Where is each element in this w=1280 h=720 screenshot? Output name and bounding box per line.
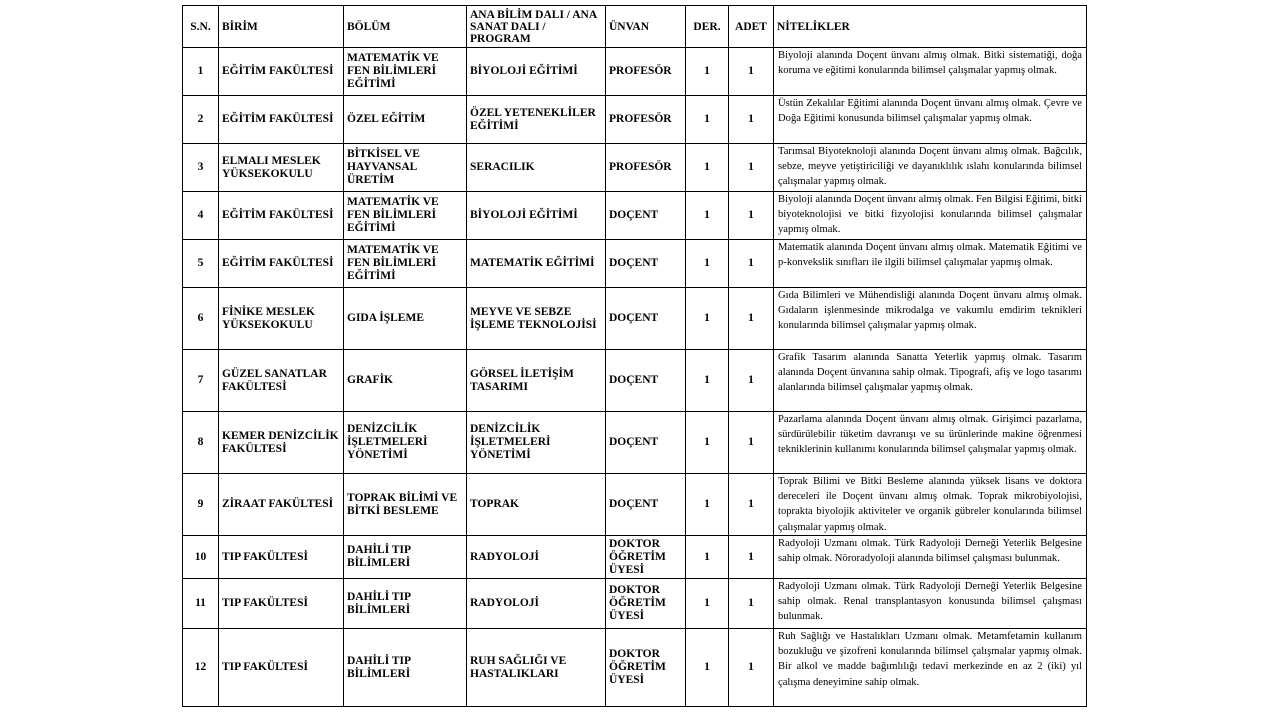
cell-abd: MEYVE VE SEBZE İŞLEME TEKNOLOJİSİ bbox=[467, 288, 606, 350]
cell-abd: SERACILIK bbox=[467, 144, 606, 192]
cell-nitelikler: Biyoloji alanında Doçent ünvanı almış olmak. Fen Bilgisi Eğitimi, bitki biyoteknolojisi ve bitki fizyolojisi konularında bilimsel çalışmalar yapmış olmak. bbox=[774, 192, 1087, 240]
cell-nitelikler: Grafik Tasarım alanında Sanatta Yeterlik yapmış olmak. Tasarım alanında Doçent ünvanına sahip olmak. Tipografi, afiş ve logo tasarımı alanlarında bilimsel çalışmalar yapmış olmak. bbox=[774, 350, 1087, 412]
cell-der: 1 bbox=[686, 579, 729, 629]
cell-sn: 11 bbox=[183, 579, 219, 629]
cell-sn: 12 bbox=[183, 629, 219, 707]
cell-nitelikler: Gıda Bilimleri ve Mühendisliği alanında Doçent ünvanı almış olmak. Gıdaların işlenmesinde mikrodalga ve vakumlu emdirim teknikleri konularında bilimsel çalışmalar yapmış olmak. bbox=[774, 288, 1087, 350]
cell-sn: 8 bbox=[183, 412, 219, 474]
cell-birim: EĞİTİM FAKÜLTESİ bbox=[219, 192, 344, 240]
cell-unvan: DOÇENT bbox=[606, 240, 686, 288]
cell-adet: 1 bbox=[729, 629, 774, 707]
cell-bolum: TOPRAK BİLİMİ VE BİTKİ BESLEME bbox=[344, 474, 467, 536]
table-row bbox=[183, 412, 1087, 474]
cell-unvan: PROFESÖR bbox=[606, 48, 686, 96]
cell-sn: 4 bbox=[183, 192, 219, 240]
table-row bbox=[183, 240, 1087, 288]
cell-abd: RADYOLOJİ bbox=[467, 536, 606, 579]
cell-nitelikler: Radyoloji Uzmanı olmak. Türk Radyoloji Derneği Yeterlik Belgesine sahip olmak. Renal transplantasyon konusunda bilimsel çalışması bulunmak. bbox=[774, 579, 1087, 629]
cell-birim: ZİRAAT FAKÜLTESİ bbox=[219, 474, 344, 536]
cell-abd: DENİZCİLİK İŞLETMELERİ YÖNETİMİ bbox=[467, 412, 606, 474]
cell-birim: TIP FAKÜLTESİ bbox=[219, 629, 344, 707]
cell-der: 1 bbox=[686, 96, 729, 144]
cell-abd: TOPRAK bbox=[467, 474, 606, 536]
cell-adet: 1 bbox=[729, 96, 774, 144]
cell-nitelikler: Toprak Bilimi ve Bitki Besleme alanında yüksek lisans ve doktora dereceleri ile Doçent ünvanı almış olmak. Toprak mikrobiyolojisi, toprakta biyolojik aktiviteler ve organik gübreler konularında bilimsel çalışmalar yapmış olmak. bbox=[774, 474, 1087, 536]
header-nitelikler: NİTELİKLER bbox=[774, 6, 1087, 48]
cell-bolum: ÖZEL EĞİTİM bbox=[344, 96, 467, 144]
cell-unvan: DOÇENT bbox=[606, 192, 686, 240]
cell-unvan: DOKTOR ÖĞRETİM ÜYESİ bbox=[606, 579, 686, 629]
cell-birim: TIP FAKÜLTESİ bbox=[219, 536, 344, 579]
cell-bolum: DENİZCİLİK İŞLETMELERİ YÖNETİMİ bbox=[344, 412, 467, 474]
cell-abd: BİYOLOJİ EĞİTİMİ bbox=[467, 192, 606, 240]
cell-abd: RUH SAĞLIĞI VE HASTALIKLARI bbox=[467, 629, 606, 707]
cell-bolum: DAHİLİ TIP BİLİMLERİ bbox=[344, 536, 467, 579]
cell-sn: 2 bbox=[183, 96, 219, 144]
cell-der: 1 bbox=[686, 474, 729, 536]
cell-bolum: MATEMATİK VE FEN BİLİMLERİ EĞİTİMİ bbox=[344, 192, 467, 240]
cell-adet: 1 bbox=[729, 288, 774, 350]
cell-unvan: DOKTOR ÖĞRETİM ÜYESİ bbox=[606, 536, 686, 579]
cell-birim: FİNİKE MESLEK YÜKSEKOKULU bbox=[219, 288, 344, 350]
cell-unvan: DOÇENT bbox=[606, 412, 686, 474]
cell-adet: 1 bbox=[729, 48, 774, 96]
cell-der: 1 bbox=[686, 192, 729, 240]
cell-abd: MATEMATİK EĞİTİMİ bbox=[467, 240, 606, 288]
header-adet: ADET bbox=[729, 6, 774, 48]
cell-unvan: DOÇENT bbox=[606, 474, 686, 536]
cell-birim: EĞİTİM FAKÜLTESİ bbox=[219, 240, 344, 288]
table-row bbox=[183, 96, 1087, 144]
table-row bbox=[183, 48, 1087, 96]
cell-bolum: DAHİLİ TIP BİLİMLERİ bbox=[344, 579, 467, 629]
cell-unvan: PROFESÖR bbox=[606, 144, 686, 192]
cell-der: 1 bbox=[686, 350, 729, 412]
cell-nitelikler: Biyoloji alanında Doçent ünvanı almış olmak. Bitki sistematiği, doğa koruma ve eğitimi konularında bilimsel çalışmalar yapmış olmak. bbox=[774, 48, 1087, 96]
cell-der: 1 bbox=[686, 412, 729, 474]
cell-nitelikler: Ruh Sağlığı ve Hastalıkları Uzmanı olmak. Metamfetamin kullanım bozukluğu ve şizofreni konularında bilimsel çalışmalar yapmış olmak. Bir alkol ve madde bağımlılığı tedavi merkezinde en az 2 (iki) yıl çalışma deneyimine sahip olmak. bbox=[774, 629, 1087, 707]
cell-der: 1 bbox=[686, 629, 729, 707]
cell-abd: BİYOLOJİ EĞİTİMİ bbox=[467, 48, 606, 96]
table-row bbox=[183, 474, 1087, 536]
cell-adet: 1 bbox=[729, 144, 774, 192]
positions-table-part-1 bbox=[182, 5, 1087, 579]
cell-sn: 9 bbox=[183, 474, 219, 536]
cell-bolum: GIDA İŞLEME bbox=[344, 288, 467, 350]
cell-birim: KEMER DENİZCİLİK FAKÜLTESİ bbox=[219, 412, 344, 474]
table-row bbox=[183, 536, 1087, 579]
header-sn: S.N. bbox=[183, 6, 219, 48]
cell-der: 1 bbox=[686, 48, 729, 96]
cell-adet: 1 bbox=[729, 536, 774, 579]
cell-adet: 1 bbox=[729, 412, 774, 474]
cell-bolum: MATEMATİK VE FEN BİLİMLERİ EĞİTİMİ bbox=[344, 48, 467, 96]
cell-der: 1 bbox=[686, 288, 729, 350]
cell-adet: 1 bbox=[729, 240, 774, 288]
cell-birim: EĞİTİM FAKÜLTESİ bbox=[219, 96, 344, 144]
cell-unvan: DOKTOR ÖĞRETİM ÜYESİ bbox=[606, 629, 686, 707]
cell-sn: 7 bbox=[183, 350, 219, 412]
cell-unvan: DOÇENT bbox=[606, 350, 686, 412]
cell-der: 1 bbox=[686, 536, 729, 579]
header-abd: ANA BİLİM DALI / ANA SANAT DALI / PROGRAM bbox=[467, 6, 606, 48]
cell-bolum: DAHİLİ TIP BİLİMLERİ bbox=[344, 629, 467, 707]
header-der: DER. bbox=[686, 6, 729, 48]
cell-sn: 1 bbox=[183, 48, 219, 96]
cell-der: 1 bbox=[686, 144, 729, 192]
cell-unvan: DOÇENT bbox=[606, 288, 686, 350]
cell-nitelikler: Pazarlama alanında Doçent ünvanı almış olmak. Girişimci pazarlama, sürdürülebilir tüketim davranışı ve su ürünlerinde makine öğrenmesi tekniklerinin kullanımı konularında bilimsel çalışmalar yapmış olmak. bbox=[774, 412, 1087, 474]
header-birim: BİRİM bbox=[219, 6, 344, 48]
cell-abd: ÖZEL YETENEKLİLER EĞİTİMİ bbox=[467, 96, 606, 144]
cell-abd: RADYOLOJİ bbox=[467, 579, 606, 629]
cell-sn: 5 bbox=[183, 240, 219, 288]
cell-abd: GÖRSEL İLETİŞİM TASARIMI bbox=[467, 350, 606, 412]
cell-birim: GÜZEL SANATLAR FAKÜLTESİ bbox=[219, 350, 344, 412]
cell-sn: 6 bbox=[183, 288, 219, 350]
header-bolum: BÖLÜM bbox=[344, 6, 467, 48]
table-row bbox=[183, 192, 1087, 240]
cell-birim: TIP FAKÜLTESİ bbox=[219, 579, 344, 629]
table-row bbox=[183, 144, 1087, 192]
table-row bbox=[183, 288, 1087, 350]
cell-bolum: BİTKİSEL VE HAYVANSAL ÜRETİM bbox=[344, 144, 467, 192]
cell-birim: ELMALI MESLEK YÜKSEKOKULU bbox=[219, 144, 344, 192]
cell-nitelikler: Radyoloji Uzmanı olmak. Türk Radyoloji Derneği Yeterlik Belgesine sahip olmak. Nöroradyoloji alanında bilimsel çalışması bulunmak. bbox=[774, 536, 1087, 579]
table-row bbox=[183, 629, 1087, 707]
cell-sn: 3 bbox=[183, 144, 219, 192]
cell-sn: 10 bbox=[183, 536, 219, 579]
cell-der: 1 bbox=[686, 240, 729, 288]
cell-birim: EĞİTİM FAKÜLTESİ bbox=[219, 48, 344, 96]
cell-nitelikler: Matematik alanında Doçent ünvanı almış olmak. Matematik Eğitimi ve p-konvekslik sınıfları ile ilgili bilimsel çalışmalar yapmış olmak. bbox=[774, 240, 1087, 288]
cell-bolum: MATEMATİK VE FEN BİLİMLERİ EĞİTİMİ bbox=[344, 240, 467, 288]
table-row bbox=[183, 350, 1087, 412]
cell-adet: 1 bbox=[729, 192, 774, 240]
cell-unvan: PROFESÖR bbox=[606, 96, 686, 144]
cell-nitelikler: Üstün Zekalılar Eğitimi alanında Doçent ünvanı almış olmak. Çevre ve Doğa Eğitimi konusunda bilimsel çalışmalar yapmış olmak. bbox=[774, 96, 1087, 144]
cell-adet: 1 bbox=[729, 350, 774, 412]
cell-nitelikler: Tarımsal Biyoteknoloji alanında Doçent ünvanı almış olmak. Bağcılık, sebze, meyve yetiştiriciliği ve dayanıklılık ıslahı konularında bilimsel çalışmalar yapmış olmak. bbox=[774, 144, 1087, 192]
cell-adet: 1 bbox=[729, 579, 774, 629]
header-unvan: ÜNVAN bbox=[606, 6, 686, 48]
cell-bolum: GRAFİK bbox=[344, 350, 467, 412]
table-row bbox=[183, 579, 1087, 629]
cell-adet: 1 bbox=[729, 474, 774, 536]
positions-table-part-2 bbox=[182, 578, 1087, 707]
table-header-row bbox=[183, 6, 1087, 48]
